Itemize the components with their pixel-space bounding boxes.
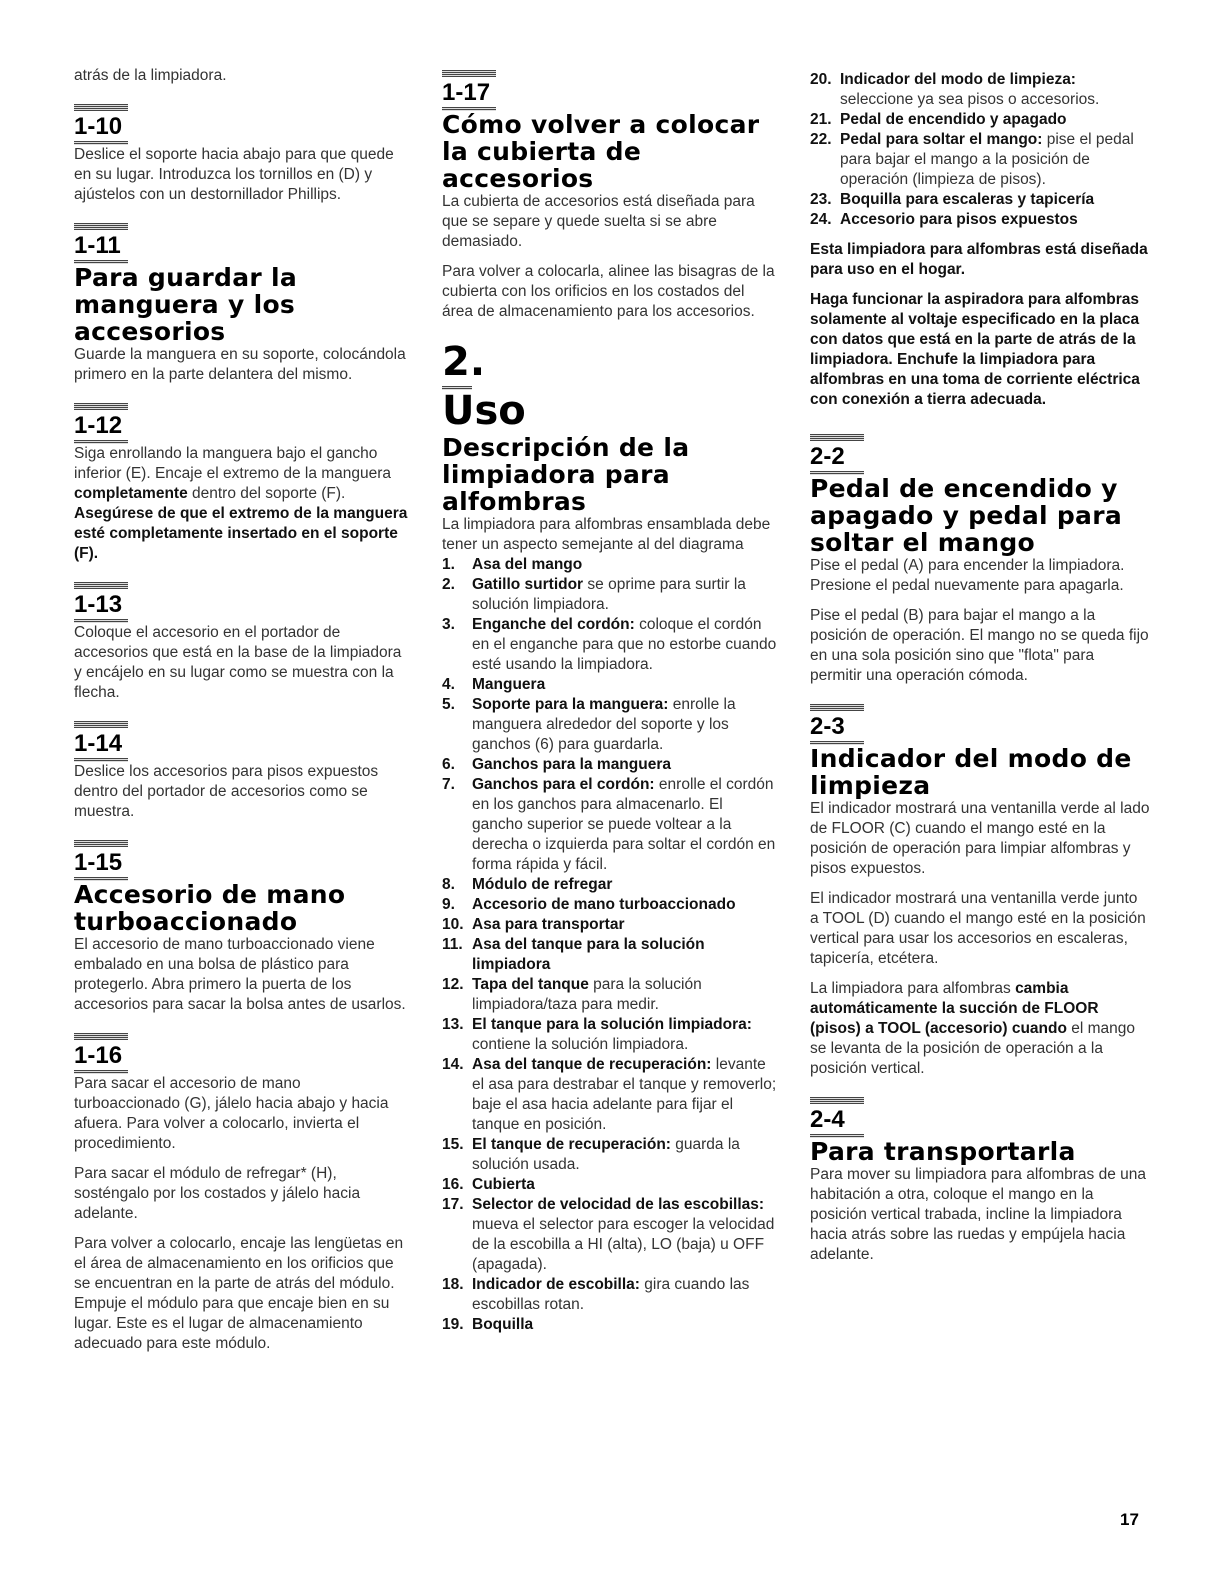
item-number: 14.: [442, 1056, 464, 1073]
item-label: Tapa del tanque: [472, 976, 589, 993]
item-label: Pedal para soltar el mango:: [840, 131, 1043, 148]
item-number: 12.: [442, 976, 464, 993]
text-run: La limpiadora para alfombras: [810, 980, 1016, 997]
bold-run: cambia automáticamente la succión de FLOOR (pisos) a TOOL (accesorio) cuando: [810, 980, 1099, 1037]
step-number: 1-15: [74, 849, 409, 881]
text-run: dentro del soporte (F).: [187, 485, 346, 502]
section-title: Descripción de la limpiadora para alfombras: [442, 433, 690, 516]
item-description: gira cuando las escobillas rotan.: [472, 1276, 750, 1313]
section-title: Pedal de encendido y apagado y pedal para soltar el mango: [810, 474, 1123, 557]
item-label: Ganchos para la manguera: [472, 756, 671, 773]
list-item: [442, 1315, 777, 1335]
item-label: El tanque de recuperación:: [472, 1136, 671, 1153]
step-rule: [74, 582, 128, 589]
page-number: 17: [1120, 1510, 1139, 1529]
list-item: [810, 190, 1150, 210]
section-title: Para transportarla: [810, 1137, 1076, 1166]
item-label: Indicador de escobilla:: [472, 1276, 640, 1293]
list-item: [442, 575, 777, 615]
step-text: Para sacar el accesorio de mano turboaccionado (G), jálelo hacia abajo y hacia afuera. Para volver a colocarlo, invierta el procedimiento.: [74, 1075, 389, 1152]
step-text: El indicador mostrará una ventanilla verde junto a TOOL (D) cuando el mango esté en la posición vertical para usar los accesorios en escaleras, tapicería, etcétera.: [810, 890, 1146, 967]
item-number: 10.: [442, 916, 464, 933]
item-number: 8.: [442, 876, 455, 893]
item-number: 11.: [442, 936, 463, 953]
item-number: 23.: [810, 191, 832, 208]
item-description: para la solución limpiadora/taza para medir.: [472, 976, 702, 1013]
step-number: 1-11: [74, 232, 409, 264]
description-intro: La limpiadora para alfombras ensamblada debe tener un aspecto semejante al del diagrama: [442, 516, 771, 553]
list-item: [810, 70, 1150, 110]
parts-list-continued: [810, 70, 1150, 230]
chapter-heading: [442, 339, 777, 434]
step-rule: [810, 1097, 864, 1104]
item-label: Enganche del cordón:: [472, 616, 635, 633]
list-item: [442, 875, 777, 895]
step-rule: [74, 403, 128, 410]
step-text: Deslice el soporte hacia abajo para que quede en su lugar. Introduzca los tornillos en (D) y ajústelos con un destornillador Phillips.: [74, 146, 394, 203]
item-number: 18.: [442, 1276, 464, 1293]
item-number: 1.: [442, 556, 455, 573]
step-text: Para volver a colocarla, alinee las bisagras de la cubierta con los orificios en los costados del área de almacenamiento para los accesorios.: [442, 263, 775, 320]
list-item: [442, 1195, 777, 1275]
step-rule: [74, 721, 128, 728]
step-text: Para volver a colocarlo, encaje las lengüetas en el área de almacenamiento en los orificios que se encuentran en la parte de atrás del módulo. Empuje el módulo para que encaje bien en su lugar. Este es el lugar de almacenamiento adecuado para este módulo.: [74, 1235, 404, 1352]
item-number: 9.: [442, 896, 455, 913]
home-use-note: [810, 240, 1150, 280]
list-item: [442, 555, 777, 575]
list-item: [442, 775, 777, 875]
item-description: pise el pedal para bajar el mango a la posición de operación (limpieza de pisos).: [840, 131, 1134, 188]
list-item: [810, 130, 1150, 190]
item-number: 17.: [442, 1196, 464, 1213]
section-1-11: [74, 223, 409, 385]
voltage-note: [810, 290, 1150, 410]
item-number: 16.: [442, 1176, 464, 1193]
step-rule: [74, 840, 128, 847]
item-number: 6.: [442, 756, 455, 773]
item-number: 20.: [810, 71, 832, 88]
section-1-10: [74, 104, 409, 205]
list-item: [442, 935, 777, 975]
step-text: Pise el pedal (A) para encender la limpiadora. Presione el pedal nuevamente para apagarla.: [810, 557, 1125, 594]
section-title: Indicador del modo de limpieza: [810, 744, 1132, 800]
step-rule: [74, 223, 128, 230]
bold-run: completamente: [74, 485, 188, 502]
list-item: [442, 615, 777, 675]
list-item: [442, 1275, 777, 1315]
item-description: levante el asa para destrabar el tanque y removerlo; baje el asa hacia adelante para fijar el tanque en posición.: [472, 1056, 777, 1133]
step-text: Pise el pedal (B) para bajar el mango a la posición de operación. El mango no se queda fijo en una sola posición sino que "flota" para permitir una operación cómoda.: [810, 607, 1149, 684]
item-label: Boquilla: [472, 1316, 534, 1333]
section-title: Accesorio de mano turboaccionado: [74, 880, 346, 936]
list-item: [442, 1135, 777, 1175]
step-text: Para mover su limpiadora para alfombras de una habitación a otra, coloque el mango en la posición vertical trabada, incline la limpiadora hacia atrás sobre las ruedas y empújela hacia adelante.: [810, 1166, 1147, 1263]
item-description: contiene la solución limpiadora.: [472, 1036, 689, 1053]
item-description: seleccione ya sea pisos o accesorios.: [840, 91, 1100, 108]
item-label: Gatillo surtidor: [472, 576, 584, 593]
section-title: Para guardar la manguera y los accesorios: [74, 263, 298, 346]
step-text: La cubierta de accesorios está diseñada para que se separe y quede suelta si se abre demasiado.: [442, 193, 755, 250]
section-1-17: [442, 70, 777, 322]
step-number: 1-13: [74, 591, 409, 623]
step-number: 1-10: [74, 113, 409, 145]
item-label: Módulo de refregar: [472, 876, 613, 893]
list-item: [442, 675, 777, 695]
section-title: Cómo volver a colocar la cubierta de accesorios: [442, 110, 760, 193]
item-number: 21.: [810, 111, 832, 128]
step-text: Coloque el accesorio en el portador de accesorios que está en la base de la limpiadora y encájelo en su lugar como se muestra con la flecha.: [74, 624, 402, 701]
text-run: el mango se levanta de la posición de operación a la posición vertical.: [810, 1020, 1136, 1077]
section-2-3: [810, 704, 1150, 1079]
item-number: 19.: [442, 1316, 464, 1333]
item-label: Asa para transportar: [472, 916, 625, 933]
item-label: Soporte para la manguera:: [472, 696, 669, 713]
step-text: El indicador mostrará una ventanilla verde al lado de FLOOR (C) cuando el mango esté en la posición de operación para limpiar alfombras y pisos expuestos.: [810, 800, 1150, 877]
text-run: Siga enrollando la manguera bajo el gancho inferior (E). Encaje el extremo de la manguera: [74, 445, 392, 482]
item-description: se oprime para surtir la solución limpiadora.: [472, 576, 746, 613]
item-number: 22.: [810, 131, 832, 148]
item-label: Asa del tanque de recuperación:: [472, 1056, 712, 1073]
list-item: [442, 695, 777, 755]
item-label: Accesorio para pisos expuestos: [840, 211, 1078, 228]
step-number: 1-12: [74, 412, 409, 444]
step-text: Para sacar el módulo de refregar* (H), sosténgalo por los costados y jálelo hacia adelante.: [74, 1165, 361, 1222]
item-label: Boquilla para escaleras y tapicería: [840, 191, 1095, 208]
item-description: guarda la solución usada.: [472, 1136, 740, 1173]
bold-run: Asegúrese de que el extremo de la manguera esté completamente insertado en el soporte (F).: [74, 505, 408, 562]
item-number: 3.: [442, 616, 455, 633]
item-label: Indicador del modo de limpieza:: [840, 71, 1076, 88]
column-2: [442, 70, 777, 1345]
step-text: [74, 444, 409, 564]
step-number: 1-16: [74, 1042, 409, 1074]
list-item: [442, 915, 777, 935]
list-item: [442, 895, 777, 915]
step-rule: [74, 104, 128, 111]
section-2-4: [810, 1097, 1150, 1265]
chapter-number: 2.: [442, 342, 777, 390]
step-rule: [74, 1033, 128, 1040]
item-label: Manguera: [472, 676, 546, 693]
list-item: [442, 1015, 777, 1055]
step-rule: [810, 434, 864, 441]
step-number: 2-2: [810, 443, 1150, 475]
list-item: [442, 1055, 777, 1135]
step-number: 2-4: [810, 1106, 1150, 1138]
step-text: Guarde la manguera en su soporte, colocándola primero en la parte delantera del mismo.: [74, 346, 406, 383]
step-text: El accesorio de mano turboaccionado viene embalado en una bolsa de plástico para protegerlo. Abra primero la puerta de los accesorios para sacar la bolsa antes de usarlos.: [74, 936, 406, 1013]
item-label: Pedal de encendido y apagado: [840, 111, 1067, 128]
section-1-12: [74, 403, 409, 564]
item-number: 13.: [442, 1016, 464, 1033]
item-description: mueva el selector para escoger la velocidad de la escobilla a HI (alta), LO (baja) u OFF (apagada).: [472, 1216, 775, 1273]
section-1-15: [74, 840, 409, 1015]
item-number: 24.: [810, 211, 832, 228]
item-number: 7.: [442, 776, 455, 793]
item-number: 5.: [442, 696, 455, 713]
step-number: 1-17: [442, 79, 777, 111]
column-1: [74, 66, 409, 1368]
list-item: [810, 210, 1150, 230]
intro-text: atrás de la limpiadora.: [74, 67, 227, 84]
step-number: 2-3: [810, 713, 1150, 745]
list-item: [442, 755, 777, 775]
item-description: coloque el cordón en el enganche para que no estorbe cuando esté usando la limpiadora.: [472, 616, 777, 673]
item-label: Cubierta: [472, 1176, 535, 1193]
item-label: Ganchos para el cordón:: [472, 776, 655, 793]
parts-list: [442, 555, 777, 1335]
step-number: 1-14: [74, 730, 409, 762]
step-text: [810, 979, 1150, 1079]
list-item: [810, 110, 1150, 130]
step-text: Deslice los accesorios para pisos expuestos dentro del portador de accesorios como se muestra.: [74, 763, 379, 820]
item-label: Selector de velocidad de las escobillas:: [472, 1196, 765, 1213]
item-label: Asa del tanque para la solución limpiadora: [472, 936, 705, 973]
section-1-16: [74, 1033, 409, 1354]
section-1-14: [74, 721, 409, 822]
list-item: [442, 1175, 777, 1195]
item-description: enrolle el cordón en los ganchos para almacenarlo. El gancho superior se puede voltear a la derecha o izquierda para soltar el cordón en forma rápida y fácil.: [472, 776, 776, 873]
item-number: 4.: [442, 676, 455, 693]
section-2-2: [810, 434, 1150, 686]
chapter-title: Uso: [442, 388, 526, 434]
item-label: Asa del mango: [472, 556, 583, 573]
list-item: [442, 975, 777, 1015]
item-label: El tanque para la solución limpiadora:: [472, 1016, 752, 1033]
bold-run: Haga funcionar la aspiradora para alfombras solamente al voltaje especificado en la placa con datos que está en la parte de atrás de la limpiadora. Enchufe la limpiadora para alfombras en una toma de corriente eléctrica con conexión a tierra adecuada.: [810, 291, 1140, 408]
item-label: Accesorio de mano turboaccionado: [472, 896, 736, 913]
item-description: enrolle la manguera alrededor del soporte y los ganchos (6) para guardarla.: [472, 696, 736, 753]
step-rule: [810, 704, 864, 711]
column-3: [810, 70, 1150, 1279]
bold-run: Esta limpiadora para alfombras está diseñada para uso en el hogar.: [810, 241, 1148, 278]
section-1-13: [74, 582, 409, 703]
item-number: 15.: [442, 1136, 464, 1153]
item-number: 2.: [442, 576, 455, 593]
step-rule: [442, 70, 496, 77]
